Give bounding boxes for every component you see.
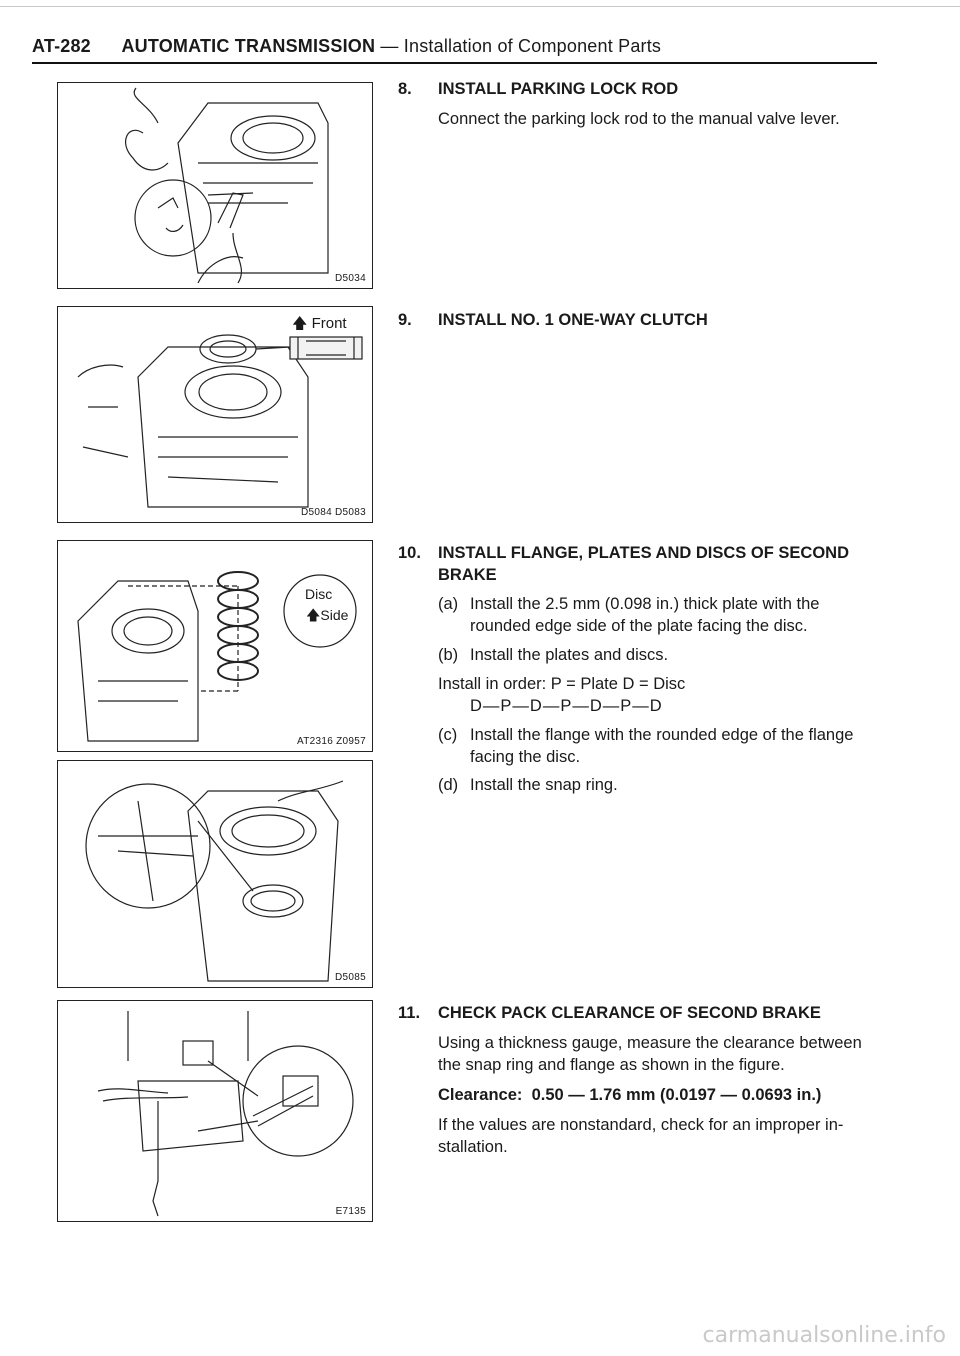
sub-item-label: (d) [438, 776, 459, 794]
figure-code: AT2316 Z0957 [296, 736, 366, 747]
sub-item-d [438, 774, 880, 796]
figure-clearance-check [57, 1000, 373, 1222]
parking-lock-rod-illustration [58, 83, 372, 288]
step-9 [398, 309, 880, 331]
sub-item-text: Install the snap ring. [470, 776, 618, 794]
step-heading [398, 309, 880, 331]
install-order-sequence: D—P—D—P—D—P—D [470, 697, 663, 715]
figure-code: D5084 D5083 [300, 507, 366, 518]
sub-item-c [438, 724, 880, 768]
arrow-up-icon: 🡅 [306, 607, 321, 623]
step-title: INSTALL PARKING LOCK ROD [438, 80, 679, 98]
arrow-up-icon: 🡅 [292, 315, 308, 332]
figure-code: D5034 [335, 273, 366, 284]
snap-ring-illustration [58, 761, 372, 987]
step-number: 11. [398, 1004, 421, 1022]
step-title: INSTALL FLANGE, PLATES AND DISCS OF SECOND BRAKE [438, 544, 849, 584]
figure-brake-discs [57, 540, 373, 752]
sub-item-text: Install the plates and discs. [470, 646, 669, 664]
sub-item-text: Install the 2.5 mm (0.098 in.) thick plate with the rounded edge side of the plate facing the disc. [470, 595, 820, 635]
brake-discs-illustration [58, 541, 372, 751]
step-title: INSTALL NO. 1 ONE-WAY CLUTCH [438, 311, 708, 329]
disc-annotation: Disc [305, 586, 333, 602]
install-order-legend: Install in order: P = Plate D = Disc [438, 675, 686, 693]
step-number: 10. [398, 544, 421, 562]
figure-code: E7135 [335, 1206, 366, 1217]
step-note: If the values are nonstandard, check for an improper in-stallation. [438, 1116, 844, 1156]
figure-parking-lock-rod [57, 82, 373, 289]
step-title: CHECK PACK CLEARANCE OF SECOND BRAKE [438, 1004, 821, 1022]
install-order [438, 673, 880, 717]
sub-item-text: Install the flange with the rounded edge of the flange facing the disc. [470, 726, 854, 766]
step-body: Connect the parking lock rod to the manual valve lever. [438, 110, 840, 128]
top-rule [0, 6, 960, 7]
page-number: AT-282 [32, 36, 91, 56]
sub-item-label: (b) [438, 646, 459, 664]
figure-one-way-clutch [57, 306, 373, 523]
page-header [32, 36, 880, 57]
step-10 [398, 542, 880, 768]
sub-item-b [438, 644, 880, 666]
step-body: Using a thickness gauge, measure the clearance between the snap ring and flange as shown in the figure. [438, 1034, 862, 1074]
step-number: 9. [398, 311, 412, 329]
sub-item-label: (a) [438, 595, 459, 613]
sub-item-label: (c) [438, 726, 458, 744]
step-10-d [398, 774, 880, 796]
header-rule [32, 62, 877, 64]
clearance-label: Clearance: [438, 1086, 523, 1104]
step-number: 8. [398, 80, 412, 98]
clearance-check-illustration [58, 1001, 372, 1221]
front-annotation: 🡅 Front [292, 315, 347, 332]
one-way-clutch-illustration [58, 307, 372, 522]
page-title: AUTOMATIC TRANSMISSION [121, 36, 376, 56]
clearance-value: 0.50 — 1.76 mm (0.0197 — 0.0693 in.) [531, 1086, 822, 1104]
side-annotation: 🡅Side [306, 607, 349, 623]
sub-item-a [438, 593, 880, 637]
page-subtitle: — Installation of Component Parts [380, 36, 662, 56]
figure-snap-ring [57, 760, 373, 988]
step-heading [398, 1002, 880, 1024]
watermark: carmanualsonline.info [702, 1323, 946, 1348]
step-heading [398, 78, 880, 100]
step-11 [398, 1002, 880, 1158]
clearance-spec [438, 1084, 880, 1106]
step-8 [398, 78, 880, 130]
step-heading [398, 542, 880, 586]
figure-code: D5085 [335, 972, 366, 983]
